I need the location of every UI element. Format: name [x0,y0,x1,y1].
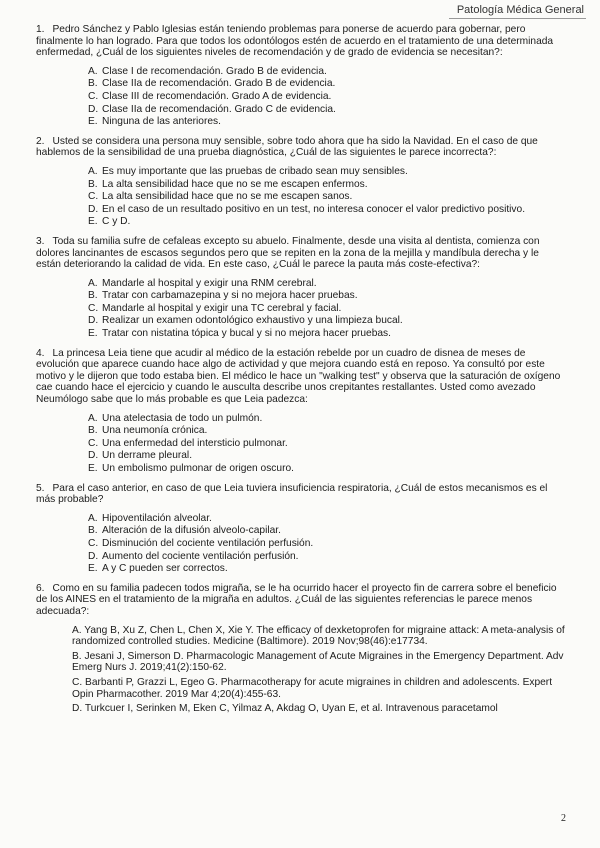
option-d: D. Clase IIa de recomendación. Grado C de evidencia. [88,103,336,115]
question-number: 3. [36,235,45,247]
question-3 [36,236,566,340]
question-number: 4. [36,347,45,359]
reference-a: A. Yang B, Xu Z, Chen L, Chen X, Xie Y. The efficacy of dexketoprofen for migraine attack: A meta-analysis of randomized controlled studies. Medicine (Baltimore). 2019 Nov;98(46):e17734. [72,624,565,648]
options-list [36,166,566,228]
option-a: A. Clase I de recomendación. Grado B de evidencia. [88,65,327,77]
page-header: Patología Médica General [449,4,586,19]
question-text: Pedro Sánchez y Pablo Iglesias están teniendo problemas para ponerse de acuerdo para gobernar, pero finalmente lo han logrado. Para que todos los odontólogos estén de acuerdo en el tratamiento de una determinada enfermedad, ¿Cuál de los siguientes niveles de recomendación y de grado de evidencia se necesitan?: [36,24,554,59]
option-d: D. Realizar un examen odontológico exhaustivo y una limpieza bucal. [88,315,403,327]
option-a: A. Mandarle al hospital y exigir una RNM cerebral. [88,277,317,289]
option-b: B. Clase IIa de recomendación. Grado B de evidencia. [88,78,336,90]
question-1 [36,24,566,128]
references-list [36,625,566,715]
option-c: C. Una enfermedad del intersticio pulmonar. [88,437,288,449]
options-list [36,66,566,128]
option-c: C. Mandarle al hospital y exigir una TC cerebral y facial. [88,302,342,314]
option-e: E. Un embolismo pulmonar de origen oscuro. [88,463,294,474]
question-text: La princesa Leia tiene que acudir al médico de la estación rebelde por un cuadro de disnea de meses de evolución que aparece cuando hace algo de actividad y que mejora cuando está en reposo. Ya consultó por este motivo y le dijeron que todo estaba bien. El médico le hace un "walking test" y observa que la saturación de oxígeno cae cuando hace el ejercicio y cuando le ausculta describe unos crepitantes restallantes. Usted como avezado Neumólogo sabe que lo más probable es que Leia padezca: [36,347,561,406]
option-d: D. Aumento del cociente ventilación perfusión. [88,550,299,562]
question-2 [36,136,566,228]
question-number: 2. [36,135,45,147]
option-c: C. Disminución del cociente ventilación perfusión. [88,537,314,549]
option-e: E. C y D. [88,216,131,228]
option-e: E. Ninguna de las anteriores. [88,116,221,128]
options-list [36,513,566,575]
question-number: 1. [36,24,45,35]
option-e: E. Tratar con nistatina tópica y bucal y si no mejora hacer pruebas. [88,328,391,340]
option-b: B. Una neumonía crónica. [88,425,208,437]
question-text: Para el caso anterior, en caso de que Leia tuviera insuficiencia respiratoria, ¿Cuál de estos mecanismos es el más probable? [36,482,548,506]
options-list [36,278,566,340]
question-5 [36,483,566,575]
option-a: A. Es muy importante que las pruebas de cribado sean muy sensibles. [88,165,408,177]
question-4 [36,348,566,475]
question-text: Toda su familia sufre de cefaleas excepto su abuelo. Finalmente, desde una visita al dentista, comienza con dolores lancinantes de escasos segundos pero que se repiten en la zona de la mejilla y mandíbula derecha y le están deteriorando la calidad de vida. En este caso, ¿Cuál le parece la pauta más coste-efectiva?: [36,235,540,271]
question-number: 6. [36,582,45,594]
question-text: Usted se considera una persona muy sensible, sobre todo ahora que ha sido la Navidad. En el caso de que hablemos de la sensibilidad de una prueba diagnóstica, ¿Cuál de las siguientes le parece incorrecta?: [36,135,538,159]
option-e: E. A y C pueden ser correctos. [88,563,228,575]
exam-content [36,24,566,723]
options-list [36,413,566,475]
question-text: Como en su familia padecen todos migraña, se le ha ocurrido hacer el proyecto fin de carrera sobre el beneficio de los AINES en el tratamiento de la migraña en adultos. ¿Cuál de las siguientes referencias le parece menos adecuada?: [36,582,557,617]
question-number: 5. [36,482,45,494]
page-number: 2 [561,813,566,824]
option-d: D. En el caso de un resultado positivo en un test, no interesa conocer el valor predictivo positivo. [88,203,526,215]
option-a: A. Hipoventilación alveolar. [88,512,212,524]
option-b: B. La alta sensibilidad hace que no se me escapen enfermos. [88,178,368,190]
option-c: C. Clase III de recomendación. Grado A de evidencia. [88,90,332,102]
option-c: C. La alta sensibilidad hace que no se me escapen sanos. [88,191,353,203]
option-d: D. Un derrame pleural. [88,450,193,462]
reference-b: B. Jesani J, Simerson D. Pharmacologic Management of Acute Migraines in the Emergency Department. Adv Emerg Nurs J. 2019;41(2):150-62. [72,650,564,674]
reference-d: D. Turkcuer I, Serinken M, Eken C, Yilmaz A, Akdag O, Uyan E, et al. Intravenous paracetamol [72,703,498,715]
option-b: B. Tratar con carbamazepina y si no mejora hacer pruebas. [88,290,358,302]
question-6 [36,583,566,715]
option-b: B. Alteración de la difusión alveolo-capilar. [88,525,281,537]
option-a: A. Una atelectasia de todo un pulmón. [88,412,263,424]
reference-c: C. Barbanti P, Grazzi L, Egeo G. Pharmacotherapy for acute migraines in children and adolescents. Expert Opin Pharmacother. 2019 Mar 4;20(4):455-63. [72,676,553,700]
